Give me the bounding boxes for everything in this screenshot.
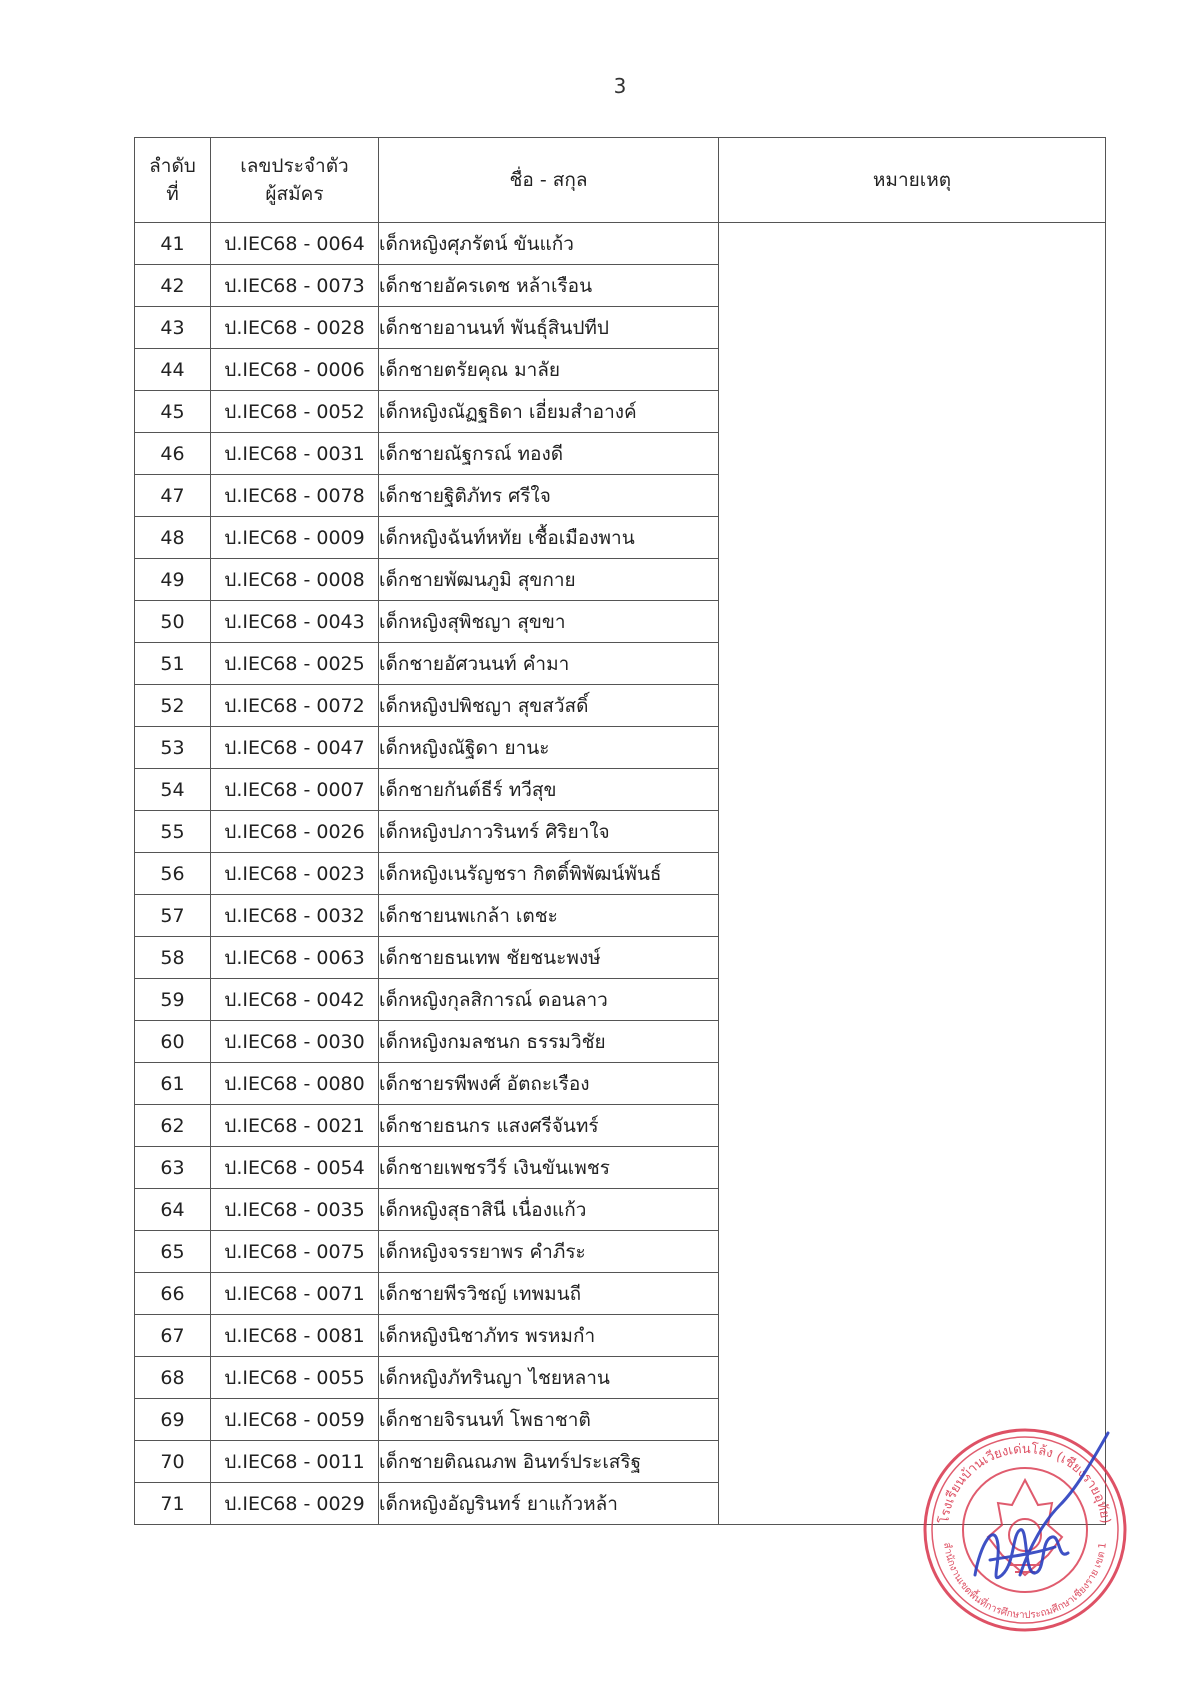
cell-full-name: เด็กหญิงเนรัญชรา กิตติ์พิพัฒน์พันธ์ xyxy=(379,853,719,895)
cell-number: 60 xyxy=(135,1021,211,1063)
school-seal xyxy=(920,1425,1130,1635)
cell-number: 62 xyxy=(135,1105,211,1147)
cell-number: 64 xyxy=(135,1189,211,1231)
cell-full-name: เด็กหญิงปภาวรินทร์ ศิริยาใจ xyxy=(379,811,719,853)
cell-candidate-id: ป.IEC68 - 0078 xyxy=(211,475,379,517)
table-row xyxy=(135,223,1106,265)
cell-number: 63 xyxy=(135,1147,211,1189)
cell-candidate-id: ป.IEC68 - 0011 xyxy=(211,1441,379,1483)
cell-full-name: เด็กหญิงสุพิชญา สุขขา xyxy=(379,601,719,643)
cell-number: 43 xyxy=(135,307,211,349)
cell-candidate-id: ป.IEC68 - 0007 xyxy=(211,769,379,811)
cell-candidate-id: ป.IEC68 - 0029 xyxy=(211,1483,379,1525)
cell-full-name: เด็กชายตรัยคุณ มาลัย xyxy=(379,349,719,391)
cell-number: 50 xyxy=(135,601,211,643)
cell-number: 46 xyxy=(135,433,211,475)
cell-full-name: เด็กหญิงกุลสิการณ์ ดอนลาว xyxy=(379,979,719,1021)
cell-number: 41 xyxy=(135,223,211,265)
cell-candidate-id: ป.IEC68 - 0028 xyxy=(211,307,379,349)
cell-number: 68 xyxy=(135,1357,211,1399)
cell-candidate-id: ป.IEC68 - 0006 xyxy=(211,349,379,391)
cell-candidate-id: ป.IEC68 - 0032 xyxy=(211,895,379,937)
cell-candidate-id: ป.IEC68 - 0064 xyxy=(211,223,379,265)
cell-full-name: เด็กชายจิรนนท์ โพธาชาติ xyxy=(379,1399,719,1441)
header-number-line2: ที่ xyxy=(166,183,179,205)
cell-candidate-id: ป.IEC68 - 0008 xyxy=(211,559,379,601)
cell-number: 51 xyxy=(135,643,211,685)
cell-candidate-id: ป.IEC68 - 0063 xyxy=(211,937,379,979)
cell-full-name: เด็กชายติณณภพ อินทร์ประเสริฐ xyxy=(379,1441,719,1483)
header-id-line1: เลขประจำตัว xyxy=(240,155,349,177)
cell-number: 57 xyxy=(135,895,211,937)
cell-candidate-id: ป.IEC68 - 0035 xyxy=(211,1189,379,1231)
cell-full-name: เด็กชายเพชรวีร์ เงินขันเพชร xyxy=(379,1147,719,1189)
cell-candidate-id: ป.IEC68 - 0081 xyxy=(211,1315,379,1357)
cell-full-name: เด็กชายพัฒนภูมิ สุขกาย xyxy=(379,559,719,601)
cell-full-name: เด็กหญิงนิชาภัทร พรหมกำ xyxy=(379,1315,719,1357)
header-remark: หมายเหตุ xyxy=(719,138,1106,223)
cell-remark xyxy=(719,223,1106,1525)
header-number-line1: ลำดับ xyxy=(149,155,196,177)
cell-number: 56 xyxy=(135,853,211,895)
cell-candidate-id: ป.IEC68 - 0030 xyxy=(211,1021,379,1063)
cell-candidate-id: ป.IEC68 - 0072 xyxy=(211,685,379,727)
cell-number: 67 xyxy=(135,1315,211,1357)
cell-full-name: เด็กหญิงศุภรัตน์ ขันแก้ว xyxy=(379,223,719,265)
cell-full-name: เด็กหญิงอัญรินทร์ ยาแก้วหล้า xyxy=(379,1483,719,1525)
cell-full-name: เด็กชายอัศวนนท์ คำมา xyxy=(379,643,719,685)
table-body xyxy=(135,223,1106,1525)
header-id-line2: ผู้สมัคร xyxy=(265,183,324,205)
cell-candidate-id: ป.IEC68 - 0026 xyxy=(211,811,379,853)
cell-number: 44 xyxy=(135,349,211,391)
cell-number: 55 xyxy=(135,811,211,853)
seal-bottom-text: สำนักงานเขตพื้นที่การศึกษาประถมศึกษาเชียงราย เขต 1 xyxy=(941,1541,1109,1622)
cell-full-name: เด็กหญิงณัฏฐธิดา เอี่ยมสำอางค์ xyxy=(379,391,719,433)
cell-full-name: เด็กหญิงภัทรินญา ไชยหลาน xyxy=(379,1357,719,1399)
cell-full-name: เด็กชายอานนท์ พันธุ์สินปทีป xyxy=(379,307,719,349)
cell-candidate-id: ป.IEC68 - 0059 xyxy=(211,1399,379,1441)
header-id xyxy=(211,138,379,223)
cell-candidate-id: ป.IEC68 - 0009 xyxy=(211,517,379,559)
cell-candidate-id: ป.IEC68 - 0042 xyxy=(211,979,379,1021)
seal-top-text: โรงเรียนบ้านเวียงเด่นโล้ง (เชียงรายอุทัย) xyxy=(937,1441,1113,1525)
cell-candidate-id: ป.IEC68 - 0047 xyxy=(211,727,379,769)
cell-number: 65 xyxy=(135,1231,211,1273)
cell-number: 42 xyxy=(135,265,211,307)
cell-candidate-id: ป.IEC68 - 0071 xyxy=(211,1273,379,1315)
cell-full-name: เด็กชายนพเกล้า เตชะ xyxy=(379,895,719,937)
header-name: ชื่อ - สกุล xyxy=(379,138,719,223)
table-header-row xyxy=(135,138,1106,223)
cell-number: 70 xyxy=(135,1441,211,1483)
cell-full-name: เด็กชายพีรวิชญ์ เทพมนถี xyxy=(379,1273,719,1315)
cell-candidate-id: ป.IEC68 - 0031 xyxy=(211,433,379,475)
cell-number: 47 xyxy=(135,475,211,517)
cell-full-name: เด็กชายธนเทพ ชัยชนะพงษ์ xyxy=(379,937,719,979)
cell-number: 69 xyxy=(135,1399,211,1441)
cell-candidate-id: ป.IEC68 - 0025 xyxy=(211,643,379,685)
cell-full-name: เด็กชายกันต์ธีร์ ทวีสุข xyxy=(379,769,719,811)
cell-full-name: เด็กชายรพีพงศ์ อัตถะเรือง xyxy=(379,1063,719,1105)
cell-number: 45 xyxy=(135,391,211,433)
cell-candidate-id: ป.IEC68 - 0055 xyxy=(211,1357,379,1399)
cell-full-name: เด็กหญิงฉันท์หทัย เชื้อเมืองพาน xyxy=(379,517,719,559)
cell-full-name: เด็กหญิงณัฐิดา ยานะ xyxy=(379,727,719,769)
cell-full-name: เด็กชายอัครเดช หล้าเรือน xyxy=(379,265,719,307)
cell-full-name: เด็กหญิงสุธาสินี เนื่องแก้ว xyxy=(379,1189,719,1231)
page-number: 3 xyxy=(613,74,627,98)
cell-candidate-id: ป.IEC68 - 0075 xyxy=(211,1231,379,1273)
cell-full-name: เด็กหญิงกมลชนก ธรรมวิชัย xyxy=(379,1021,719,1063)
cell-number: 54 xyxy=(135,769,211,811)
cell-candidate-id: ป.IEC68 - 0073 xyxy=(211,265,379,307)
cell-full-name: เด็กชายธนกร แสงศรีจันทร์ xyxy=(379,1105,719,1147)
cell-candidate-id: ป.IEC68 - 0052 xyxy=(211,391,379,433)
cell-full-name: เด็กหญิงปพิชญา สุขสวัสดิ์ xyxy=(379,685,719,727)
cell-number: 58 xyxy=(135,937,211,979)
cell-number: 66 xyxy=(135,1273,211,1315)
cell-candidate-id: ป.IEC68 - 0080 xyxy=(211,1063,379,1105)
candidate-table xyxy=(134,137,1106,1525)
cell-full-name: เด็กหญิงจรรยาพร คำภีระ xyxy=(379,1231,719,1273)
cell-number: 53 xyxy=(135,727,211,769)
cell-number: 48 xyxy=(135,517,211,559)
cell-full-name: เด็กชายณัฐกรณ์ ทองดี xyxy=(379,433,719,475)
cell-number: 49 xyxy=(135,559,211,601)
cell-number: 61 xyxy=(135,1063,211,1105)
cell-full-name: เด็กชายฐิติภัทร ศรีใจ xyxy=(379,475,719,517)
cell-candidate-id: ป.IEC68 - 0054 xyxy=(211,1147,379,1189)
cell-candidate-id: ป.IEC68 - 0021 xyxy=(211,1105,379,1147)
cell-number: 71 xyxy=(135,1483,211,1525)
cell-candidate-id: ป.IEC68 - 0043 xyxy=(211,601,379,643)
cell-candidate-id: ป.IEC68 - 0023 xyxy=(211,853,379,895)
cell-number: 59 xyxy=(135,979,211,1021)
cell-number: 52 xyxy=(135,685,211,727)
header-number xyxy=(135,138,211,223)
